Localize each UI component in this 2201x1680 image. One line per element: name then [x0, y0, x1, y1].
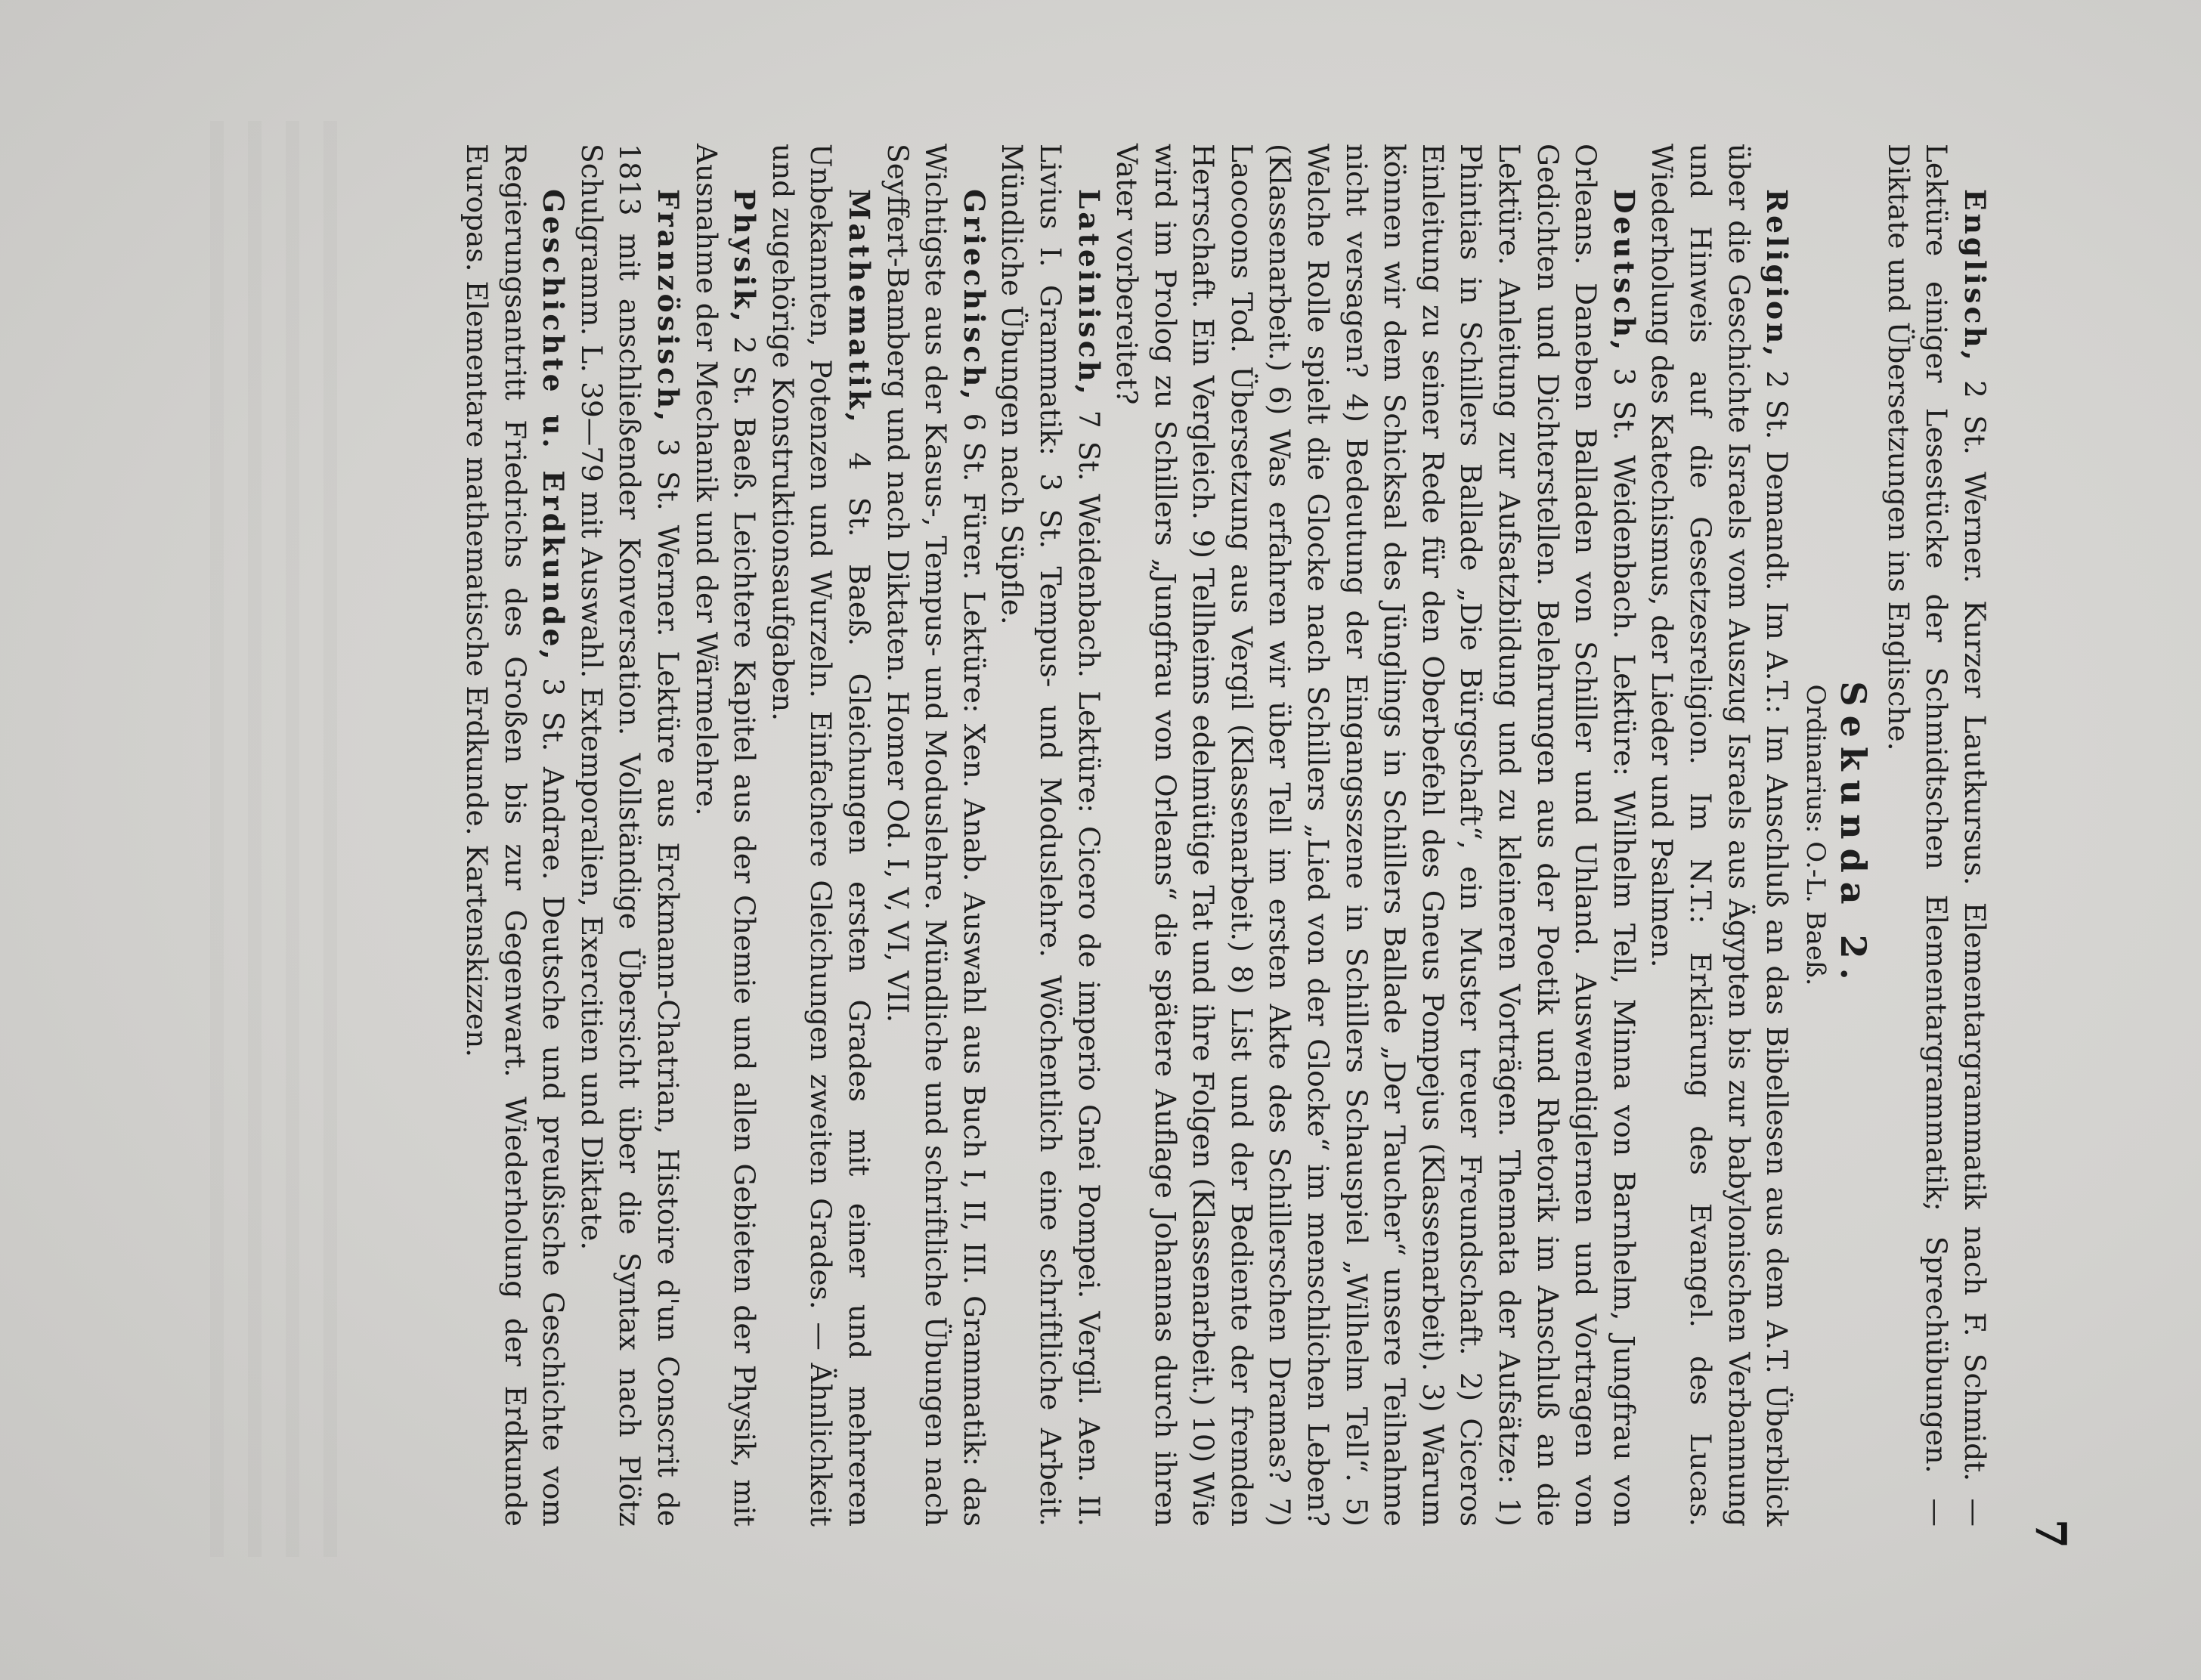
text-franzoesisch: 3 St. Werner. Lektüre aus Erckmann-Chatrian, Histoire d'un Conscrit de 1813 mit anschließender Konversation. Vollständige Übersicht über die Syntax nach Plötz Schulgramm. L. 39—79 mit Auswahl. Extemporalien, Exercitien und Diktate. [574, 144, 685, 1527]
subject-religion: Religion, [1760, 189, 1794, 360]
paragraph-geschichte [457, 144, 572, 1527]
subject-englisch: Englisch, [1958, 189, 1992, 364]
text-geschichte: 3 St. Andrae. Deutsche und preußische Geschichte vom Regierungsantritt Friedrichs des Großen bis zur Gegenwart. Wiederholung der Erdkunde Europas. Elementare mathematische Erdkunde. Kartenskizzen. [460, 144, 571, 1527]
text-mathematik: 4 St. Baeß. Gleichungen ersten Grades mit einer und mehreren Unbekannten, Potenzen und Wurzeln. Einfachere Gleichungen zweiten Grades. — Ähnlichkeit und zugehörige Konstruktionsaufgaben. [766, 144, 876, 1527]
rotated-page [118, 0, 2083, 1680]
paragraph-griechisch [878, 144, 993, 1527]
text-englisch: 2 St. Werner. Kurzer Lautkursus. Elementargrammatik nach F. Schmidt. — Lektüre einiger Lesestücke der Schmidtschen Elementargrammatik; Sprechübungen. — Diktate und Übersetzungen ins Englische. [1881, 144, 1992, 1527]
page-number: 7 [2026, 1519, 2076, 1549]
paragraph-franzoesisch [572, 144, 687, 1527]
ordinarius-line: Ordinarius: O.-L. Baeß. [1800, 684, 1831, 986]
subject-deutsch: Deutsch, [1607, 189, 1641, 354]
text-lateinisch: 7 St. Weidenbach. Lektüre: Cicero de imperio Gnei Pompei. Vergil. Aen. II. Livius I. Grammatik: 3 St. Tempus- und Moduslehre. Wöchentlich eine schriftliche Arbeit. Mündliche Übungen nach Süpfle. [995, 144, 1106, 1527]
paragraph-religion [1643, 144, 1796, 1527]
paragraph-mathematik [763, 144, 878, 1527]
text-griechisch: 6 St. Fürer. Lektüre: Xen. Anab. Auswahl aus Buch I, II, III. Grammatik: das Wichtigste aus der Kasus-, Tempus- und Moduslehre. Mündliche und schriftliche Übungen nach Seyffert-Bamberg und nach Diktaten. Homer Od. I, V, VI, VII. [881, 144, 991, 1527]
paragraph-physik [687, 144, 763, 1527]
subject-lateinisch: Lateinisch, [1072, 189, 1106, 398]
section-heading: Sekunda 2. [1833, 681, 1874, 989]
paragraph-englisch [1879, 144, 1994, 1527]
text-physik: 2 St. Baeß. Leichtere Kapitel aus der Chemie und allen Gebieten der Physik, mit Ausnahme der Mechanik und der Wärmelehre. [689, 144, 762, 1527]
subject-physik: Physik, [728, 189, 762, 325]
reverse-side-bleed [186, 121, 337, 1557]
paragraph-deutsch [1108, 144, 1643, 1527]
subject-franzoesisch: Französisch, [652, 189, 685, 425]
paragraph-lateinisch [993, 144, 1108, 1527]
text-religion: 2 St. Demandt. Im A.T.: Im Anschluß an das Bibellesen aus dem A.T. Überblick über die Geschichte Israels vom Auszug Israels aus Ägypten bis zur babylonischen Verbannung und Hinweis auf die Gesetzesreligion. Im N.T.: Erklärung des Evangel. des Lucas. Wiederholung des Katechismus, der Lieder und Psalmen. [1645, 144, 1794, 1527]
text-deutsch: 3 St. Weidenbach. Lektüre: Wilhelm Tell, Minna von Barnhelm, Jungfrau von Orleans. Daneben Balladen von Schiller und Uhland. Auswendiglernen und Vortragen von Gedichten und Dichterstellen. Belehrungen aus der Poetik und Rhetorik im Anschluß an die Lektüre. Anleitung zur Aufsatzbildung und zu kleineren Vorträgen. Themata der Aufsätze: 1) Phintias in Schillers Ballade „Die Bürgschaft“, ein Muster treuer Freundschaft. 2) Ciceros Einleitung zu seiner Rede für den Oberbefehl des Gneus Pompejus (Klassenarbeit). 3) Warum können wir dem Schicksal des Jünglings in Schillers Ballade „Der Taucher“ unsere Teilnahme nicht versagen? 4) Bedeutung der Eingangsszene in Schillers Schauspiel „Wilhelm Tell“. 5) Welche Rolle spielt die Glocke nach Schillers „Lied von der Glocke“ im menschlichen Leben? (Klassenarbeit.) 6) Was erfahren wir über Tell im ersten Akte des Schillerschen Dramas? 7) Laocoons Tod. Übersetzung aus Vergil (Klassenarbeit.) 8) List und der Bediente der fremden Herrschaft. Ein Vergleich. 9) Tellheims edelmütige Tat und ihre Folgen (Klassenarbeit.) 10) Wie wird im Prolog zu Schillers „Jungfrau von Orleans“ die spätere Auflage Johannas durch ihren Vater vorbereitet? [1110, 144, 1641, 1527]
subject-mathematik: Mathematik, [842, 189, 876, 425]
subject-geschichte: Geschichte u. Erdkunde, [537, 189, 571, 663]
page-body [457, 144, 1994, 1527]
subject-griechisch: Griechisch, [957, 189, 991, 403]
